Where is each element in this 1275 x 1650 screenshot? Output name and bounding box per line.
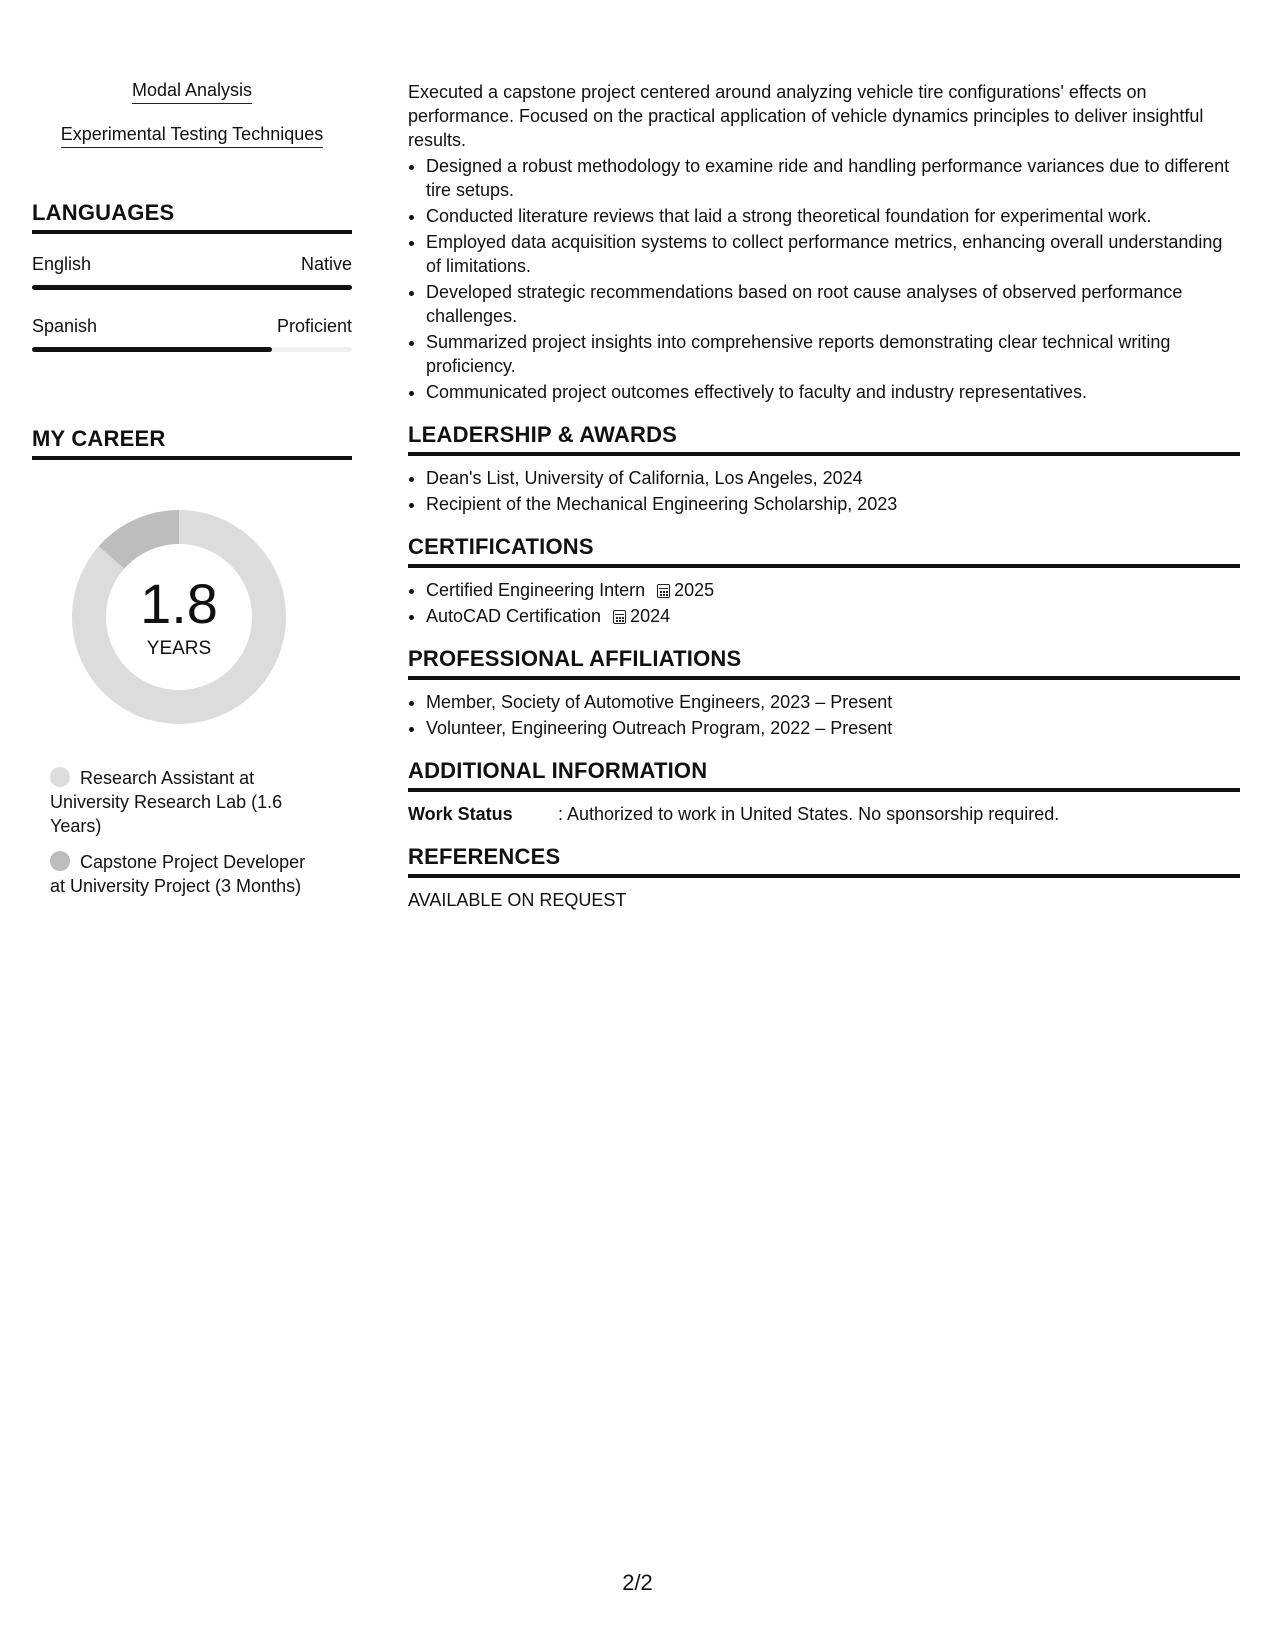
language-bar (32, 285, 352, 290)
certifications-section (408, 534, 1240, 628)
project-bullets (408, 154, 1240, 404)
skill-tag (32, 80, 352, 104)
list-item: • Developed strategic recommendations based on root cause analyses of observed performance challenges. (426, 280, 1240, 328)
career-title: MY CAREER (32, 426, 352, 460)
language-bar (32, 347, 352, 352)
legend-dot-icon (50, 767, 70, 787)
calendar-icon (613, 610, 626, 624)
career-legend-label: Capstone Project Developer at University Project (3 Months) (50, 852, 306, 896)
references-section (408, 844, 1240, 912)
career-total-value: 1.8 (140, 572, 218, 635)
career-total-unit: YEARS (146, 638, 212, 659)
certification-year: 2025 (674, 580, 715, 600)
list-item: • Member, Society of Automotive Engineers, 2023 – Present (426, 690, 1240, 714)
work-status-label: Work Status (408, 804, 513, 824)
language-level: Native (300, 254, 352, 274)
calendar-icon (657, 584, 670, 598)
career-donut (66, 504, 292, 730)
certification-name: AutoCAD Certification (426, 606, 602, 626)
references-title: REFERENCES (408, 844, 1240, 878)
affiliations-list (408, 690, 1240, 740)
language-item (32, 254, 352, 290)
list-item: • Dean's List, University of California, Los Angeles, 2024 (426, 466, 1240, 490)
list-item: • Recipient of the Mechanical Engineering Scholarship, 2023 (426, 492, 1240, 516)
right-column (408, 80, 1240, 912)
languages-title: LANGUAGES (32, 200, 352, 234)
list-item: • Summarized project insights into comprehensive reports demonstrating clear technical writing proficiency. (426, 330, 1240, 378)
list-item: • Employed data acquisition systems to collect performance metrics, enhancing overall understanding of limitations. (426, 230, 1240, 278)
work-status-value: : Authorized to work in United States. No sponsorship required. (558, 804, 1060, 824)
list-item: • Volunteer, Engineering Outreach Program, 2022 – Present (426, 716, 1240, 740)
skill-tag-label: Experimental Testing Techniques (61, 124, 324, 148)
career-legend-label: Research Assistant at University Research Lab (1.6 Years) (50, 768, 283, 836)
certifications-list (408, 578, 1240, 628)
language-bar-fill (32, 347, 272, 352)
language-name: English (32, 254, 92, 274)
career-legend-item (50, 850, 320, 898)
language-level: Proficient (276, 316, 352, 336)
list-item (426, 578, 1240, 602)
additional-info-section (408, 758, 1240, 826)
list-item: • Designed a robust methodology to examine ride and handling performance variances due to different tire setups. (426, 154, 1240, 202)
work-status-row (408, 802, 1240, 826)
left-column (32, 80, 352, 910)
affiliations-section (408, 646, 1240, 740)
certification-name: Certified Engineering Intern (426, 580, 646, 600)
certification-year: 2024 (630, 606, 671, 626)
list-item (426, 604, 1240, 628)
career-donut-center (66, 572, 292, 660)
certifications-title: CERTIFICATIONS (408, 534, 1240, 568)
leadership-section (408, 422, 1240, 516)
language-name: Spanish (32, 316, 98, 336)
affiliations-title: PROFESSIONAL AFFILIATIONS (408, 646, 1240, 680)
list-item: • Conducted literature reviews that laid a strong theoretical foundation for experimental work. (426, 204, 1240, 228)
list-item: • Communicated project outcomes effectively to faculty and industry representatives. (426, 380, 1240, 404)
additional-info-title: ADDITIONAL INFORMATION (408, 758, 1240, 792)
skill-tag-label: Modal Analysis (132, 80, 252, 104)
leadership-title: LEADERSHIP & AWARDS (408, 422, 1240, 456)
project-description: Executed a capstone project centered around analyzing vehicle tire configurations' effects on performance. Focused on the practical application of vehicle dynamics principles to deliver insightful results. (408, 82, 1204, 150)
languages-section (32, 200, 352, 352)
language-bar-fill (32, 285, 352, 290)
skill-tag (32, 124, 352, 148)
legend-dot-icon (50, 851, 70, 871)
language-item (32, 316, 352, 352)
career-section (32, 426, 352, 898)
career-legend-item (50, 766, 320, 838)
career-legend (50, 766, 320, 898)
page-number: 2/2 (622, 1570, 653, 1595)
leadership-list (408, 466, 1240, 516)
references-text: AVAILABLE ON REQUEST (408, 890, 627, 910)
